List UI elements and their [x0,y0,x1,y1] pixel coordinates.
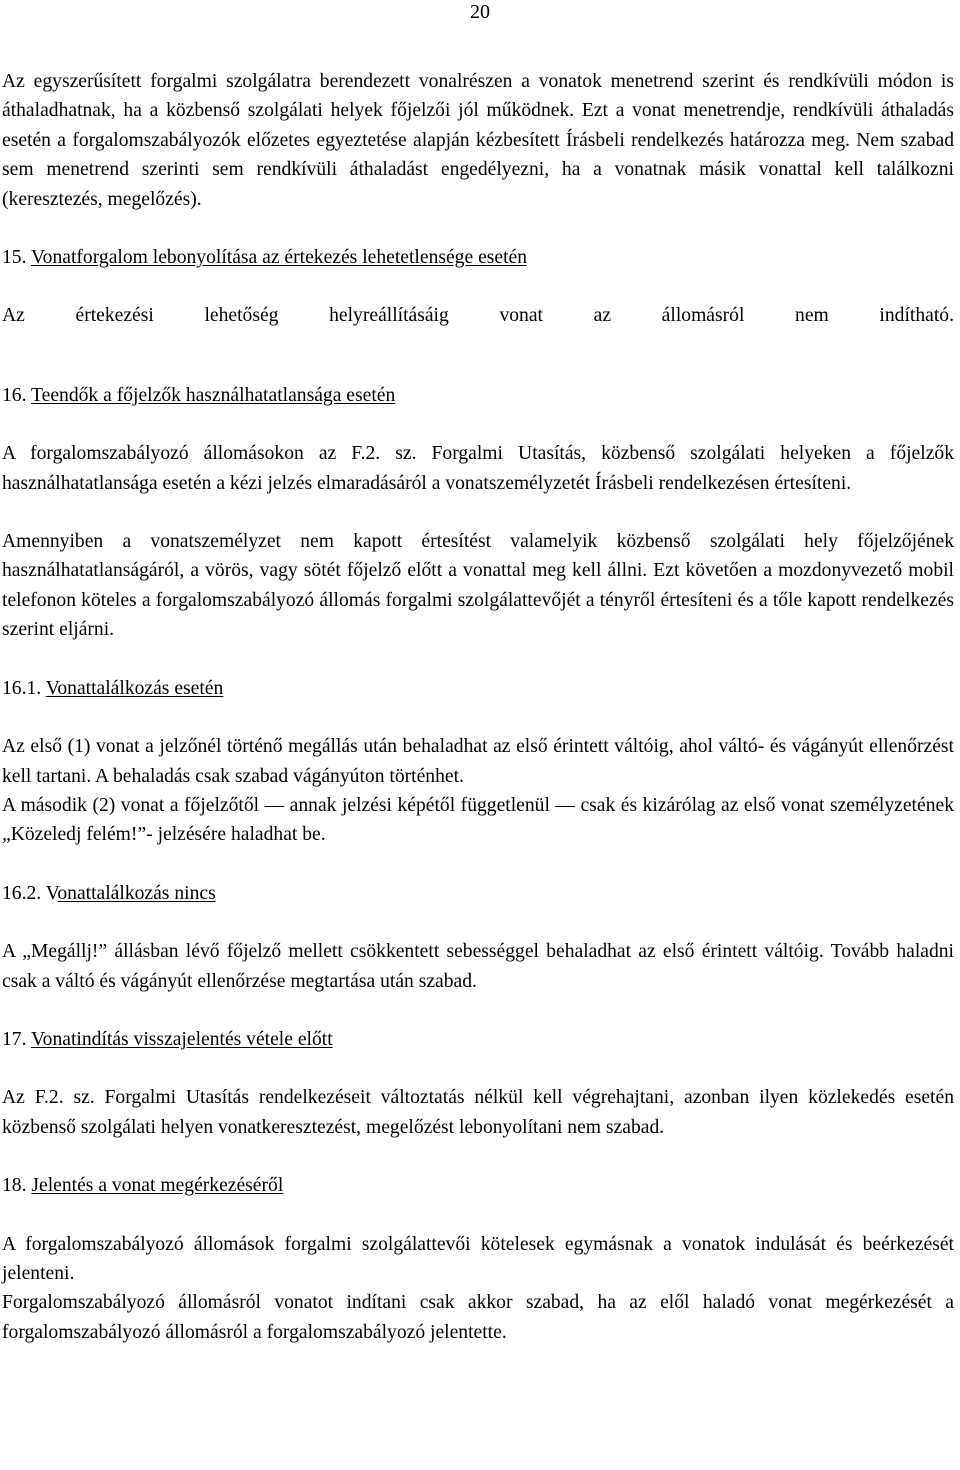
section-18-paragraph-2: Forgalomszabályozó állomásról vonatot indítani csak akkor szabad, ha az elől haladó vonat megérkezését a forgalomszabályozó állomásról a forgalomszabályozó jelentette. [2,1292,954,1343]
section-18-paragraph-1: A forgalomszabályozó állomások forgalmi szolgálattevői kötelesek egymásnak a vonatok indulását és beérkezését jelenteni. [2,1233,954,1284]
section-heading-16 [2,381,954,410]
section-heading-16-1 [2,674,954,703]
page-number-text: 20 [470,1,490,23]
section-heading-17 [2,1025,954,1054]
section-16-1-paragraph-2: A második (2) vonat a főjelzőtől — annak jelzési képétől függetlenül — csak és kizárólag az első vonat személyzetének „Közeledj felém!”- jelzésére haladhat be. [2,794,954,846]
section-16-2-paragraph: A „Megállj!” állásban lévő főjelző mellett csökkentett sebességgel behaladhat az első érintett váltóig. Tovább haladni csak a váltó és vágányút ellenőrzése megtartása után szabad. [2,941,954,992]
section-title: Jelentés a vonat megérkezéséről [31,1175,284,1197]
section-number: 16. [2,384,32,406]
section-title: Vonatindítás visszajelentés vétele előtt [31,1028,333,1050]
section-heading-16-2 [2,879,954,908]
intro-paragraph: Az egyszerűsített forgalmi szolgálatra berendezett vonalrészen a vonatok menetrend szerint és rendkívüli módon is áthaladhatnak, ha a közbenső szolgálati helyek főjelzői jól működnek. Ezt a vonat menetrendje, rendkívüli áthaladás esetén a forgalomszabályozók előzetes egyeztetése alapján kézbesített Írásbeli rendelkezés határozza meg. Nem szabad sem menetrend szerinti sem rendkívüli áthaladást engedélyezni, ha a vonatnak másik vonattal kell találkozni (keresztezés, megelőzés). [2,71,954,210]
section-title: Teendők a főjelzők használhatatlansága esetén [31,384,396,406]
section-number: 16.1. [2,677,46,699]
section-title: Vonattalálkozás esetén [45,677,224,699]
section-number: 17. [2,1028,32,1050]
section-17-paragraph: Az F.2. sz. Forgalmi Utasítás rendelkezéseit változtatás nélkül kell végrehajtani, azonban ilyen közlekedés esetén közbenső szolgálati helyen vonatkeresztezést, megelőzést lebonyolítani nem szabad. [2,1087,954,1138]
section-16-paragraph-1: A forgalomszabályozó állomásokon az F.2. sz. Forgalmi Utasítás, közbenső szolgálati helyeken a főjelzők használhatatlansága esetén a kézi jelzés elmaradásáról a vonatszemélyzetét Írásbeli rendelkezésen értesíteni. [2,443,954,494]
section-16-paragraph-2: Amennyiben a vonatszemélyzet nem kapott értesítést valamelyik közbenső szolgálati hely főjelzőjének használhatatlanságáról, a vörös, vagy sötét főjelző előtt a vonattal meg kell állni. Ezt követően a mozdonyvezető mobil telefonon köteles a forgalomszabályozó állomás forgalmi szolgálattevőjét a tényről értesíteni és a tőle kapott rendelkezés szerint eljárni. [2,531,954,641]
section-title: onattalálkozás nincs [57,882,216,904]
section-15-paragraph: Az értekezési lehetőség helyreállításáig vonat az állomásról nem indítható. [2,305,954,327]
section-number: 16.2. V [2,882,58,904]
section-heading-15 [2,243,954,272]
section-title: Vonatforgalom lebonyolítása az értekezés lehetetlensége esetén [31,247,528,269]
section-16-1-paragraph-1: Az első (1) vonat a jelzőnél történő megállás után behaladhat az első érintett váltóig, ahol váltó- és vágányút ellenőrzést kell tartani. A behaladás csak szabad vágányúton történhet. [2,736,954,787]
section-number: 18. [2,1175,32,1197]
section-number: 15. [2,247,32,269]
section-heading-18 [2,1171,954,1200]
document-body [2,67,954,1347]
page-number [0,0,960,24]
